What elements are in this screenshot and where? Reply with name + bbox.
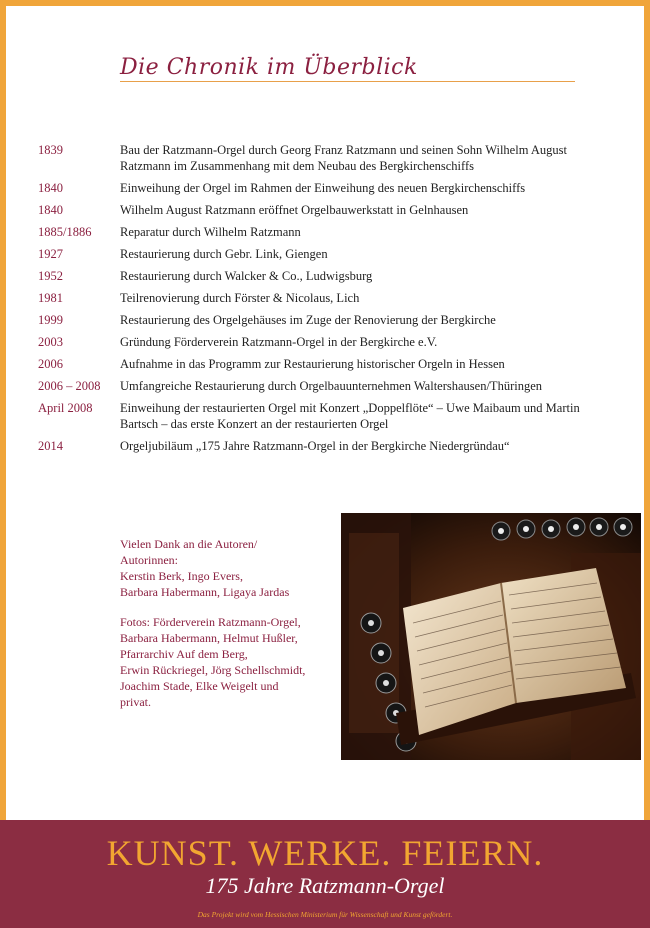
- chronicle-event: Aufnahme in das Programm zur Restaurierung historischer Orgeln in Hessen: [120, 357, 505, 371]
- chronicle-event: Restaurierung durch Walcker & Co., Ludwigsburg: [120, 269, 373, 283]
- chronicle-year: 2014: [38, 439, 63, 453]
- chronicle-event: Bau der Ratzmann-Orgel durch Georg Franz Ratzmann und seinen Sohn Wilhelm August Ratzmann im Zusammenhang mit dem Neubau des Bergkirchenschiffs: [120, 143, 567, 173]
- title-underline: [120, 81, 575, 82]
- footer-subtitle: 175 Jahre Ratzmann-Orgel: [205, 873, 445, 898]
- chronicle-row: [38, 268, 588, 284]
- organ-sheet-music-photo: [341, 513, 641, 760]
- chronicle-row: [38, 400, 588, 432]
- chronicle-year: 1885/1886: [38, 225, 92, 239]
- chronicle-year: 2006: [38, 357, 63, 371]
- credits-block: [120, 536, 335, 724]
- chronicle-row: [38, 378, 588, 394]
- footer-banner: [0, 820, 650, 928]
- chronicle-row: [38, 312, 588, 328]
- chronicle-year: 1840: [38, 203, 63, 217]
- chronicle-row: [38, 142, 588, 174]
- chronicle-year: April 2008: [38, 401, 93, 415]
- chronicle-row: [38, 202, 588, 218]
- chronicle-event: Wilhelm August Ratzmann eröffnet Orgelbauwerkstatt in Gelnhausen: [120, 203, 469, 217]
- footer-slogan: KUNST. WERKE. FEIERN.: [106, 833, 544, 873]
- chronicle-row: [38, 334, 588, 350]
- photo-credit: Fotos: Förderverein Ratzmann-Orgel, Barbara Habermann, Helmut Hußler, Pfarrarchiv Auf dem Berg, Erwin Rückriegel, Jörg Schellschmidt, Joachim Stade, Elke Weigelt und privat.: [120, 615, 306, 709]
- chronicle-row: [38, 246, 588, 262]
- page-title: Die Chronik im Überblick: [120, 55, 418, 80]
- chronicle-year: 1840: [38, 181, 63, 195]
- chronicle-event: Umfangreiche Restaurierung durch Orgelbauunternehmen Waltershausen/Thüringen: [120, 379, 542, 393]
- chronicle-year: 1839: [38, 143, 63, 157]
- chronicle-event: Einweihung der Orgel im Rahmen der Einweihung des neuen Bergkirchenschiffs: [120, 181, 526, 195]
- chronicle-event: Teilrenovierung durch Förster & Nicolaus, Lich: [120, 291, 360, 305]
- funding-note: Das Projekt wird vom Hessischen Ministerium für Wissenschaft und Kunst gefördert.: [197, 910, 453, 919]
- chronicle-row: [38, 224, 588, 240]
- chronicle-row: [38, 180, 588, 196]
- chronicle-event: Orgeljubiläum „175 Jahre Ratzmann-Orgel in der Bergkirche Niedergründau“: [120, 439, 510, 453]
- chronicle-event: Restaurierung durch Gebr. Link, Giengen: [120, 247, 328, 261]
- chronicle-event: Reparatur durch Wilhelm Ratzmann: [120, 225, 301, 239]
- authors-credit: Vielen Dank an die Autoren/ Autorinnen: Kerstin Berk, Ingo Evers, Barbara Habermann, Ligaya Jardas: [120, 537, 290, 599]
- organ-photo-illustration: [341, 513, 641, 760]
- chronicle-year: 1981: [38, 291, 63, 305]
- chronicle-year: 1999: [38, 313, 63, 327]
- chronicle-year: 1927: [38, 247, 63, 261]
- chronicle-year: 2006 – 2008: [38, 379, 101, 393]
- chronicle-event: Einweihung der restaurierten Orgel mit Konzert „Doppelflöte“ – Uwe Maibaum und Martin Bartsch – das erste Konzert an der restaurierten Orgel: [120, 401, 580, 431]
- chronicle-row: [38, 356, 588, 372]
- chronicle-list: [38, 142, 588, 460]
- chronicle-row: [38, 290, 588, 306]
- chronicle-year: 2003: [38, 335, 63, 349]
- chronicle-event: Restaurierung des Orgelgehäuses im Zuge der Renovierung der Bergkirche: [120, 313, 496, 327]
- chronicle-row: [38, 438, 588, 454]
- chronicle-event: Gründung Förderverein Ratzmann-Orgel in der Bergkirche e.V.: [120, 335, 438, 349]
- chronicle-year: 1952: [38, 269, 63, 283]
